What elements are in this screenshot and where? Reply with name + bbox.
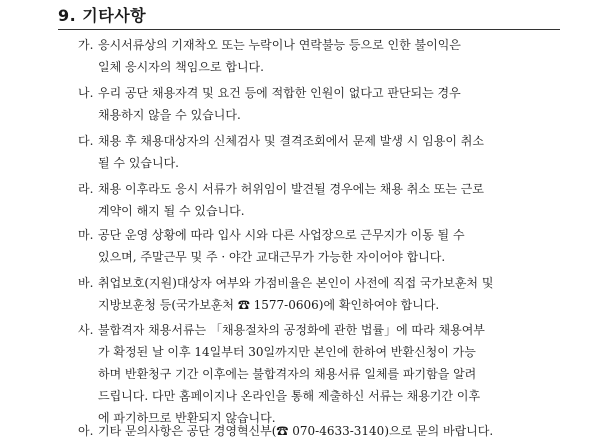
item-text [98, 34, 568, 78]
item-marker: 아. [78, 424, 94, 438]
title-underline [58, 29, 560, 30]
item-line: 기타 문의사항은 공단 경영혁신부(☎ 070-4633-3140)으로 문의 바랍니다. [98, 424, 494, 438]
item-line: 될 수 있습니다. [98, 156, 179, 170]
item-marker: 사. [78, 323, 94, 337]
item-text [98, 272, 568, 316]
item-text [98, 130, 568, 174]
item-line: 에 파기하므로 반환되지 않습니다. [98, 411, 276, 425]
item-line: 계약이 해지 될 수 있습니다. [98, 204, 245, 218]
item-line: 일체 응시자의 책임으로 합니다. [98, 60, 264, 74]
section-title: 9. 기타사항 [58, 6, 147, 25]
item-marker: 가. [78, 38, 94, 52]
item-line: 있으며, 주말근무 및 주 · 야간 교대근무가 가능한 자이어야 합니다. [98, 250, 446, 264]
item-text [98, 319, 568, 429]
item-line: 가 확정된 날 이후 14일부터 30일까지만 본인에 한하여 반환신청이 가능 [98, 345, 476, 359]
item-marker: 마. [78, 228, 94, 242]
item-marker: 라. [78, 182, 94, 196]
item-marker: 다. [78, 134, 94, 148]
item-text [98, 82, 568, 126]
item-line: 채용 후 채용대상자의 신체검사 및 결격조회에서 문제 발생 시 임용이 취소 [98, 134, 484, 148]
item-line: 채용 이후라도 응시 서류가 허위임이 발견될 경우에는 채용 취소 또는 근로 [98, 182, 484, 196]
item-line: 우리 공단 채용자격 및 요건 등에 적합한 인원이 없다고 판단되는 경우 [98, 86, 461, 100]
item-line: 하며 반환청구 기간 이후에는 불합격자의 채용서류 일체를 파기함을 알려 [98, 367, 477, 381]
item-line: 지방보훈청 등(국가보훈처 ☎ 1577-0606)에 확인하여야 합니다. [98, 298, 440, 312]
item-line: 취업보호(지원)대상자 여부와 가점비율은 본인이 사전에 직접 국가보훈처 및 [98, 276, 494, 290]
item-text [98, 224, 568, 268]
item-line: 불합격자 채용서류는 「채용절차의 공정화에 관한 법률」에 따라 채용여부 [98, 323, 485, 337]
item-line: 채용하지 않을 수 있습니다. [98, 108, 241, 122]
item-line: 공단 운영 상황에 따라 입사 시와 다른 사업장으로 근무지가 이동 될 수 [98, 228, 465, 242]
item-text [98, 420, 568, 442]
item-line: 드립니다. 다만 홈페이지나 온라인을 통해 제출하신 서류는 채용기간 이후 [98, 389, 481, 403]
item-marker: 나. [78, 86, 94, 100]
item-marker: 바. [78, 276, 94, 290]
item-line: 응시서류상의 기재착오 또는 누락이나 연락불능 등으로 인한 불이익은 [98, 38, 461, 52]
section-header [0, 0, 600, 30]
item-text [98, 178, 568, 222]
